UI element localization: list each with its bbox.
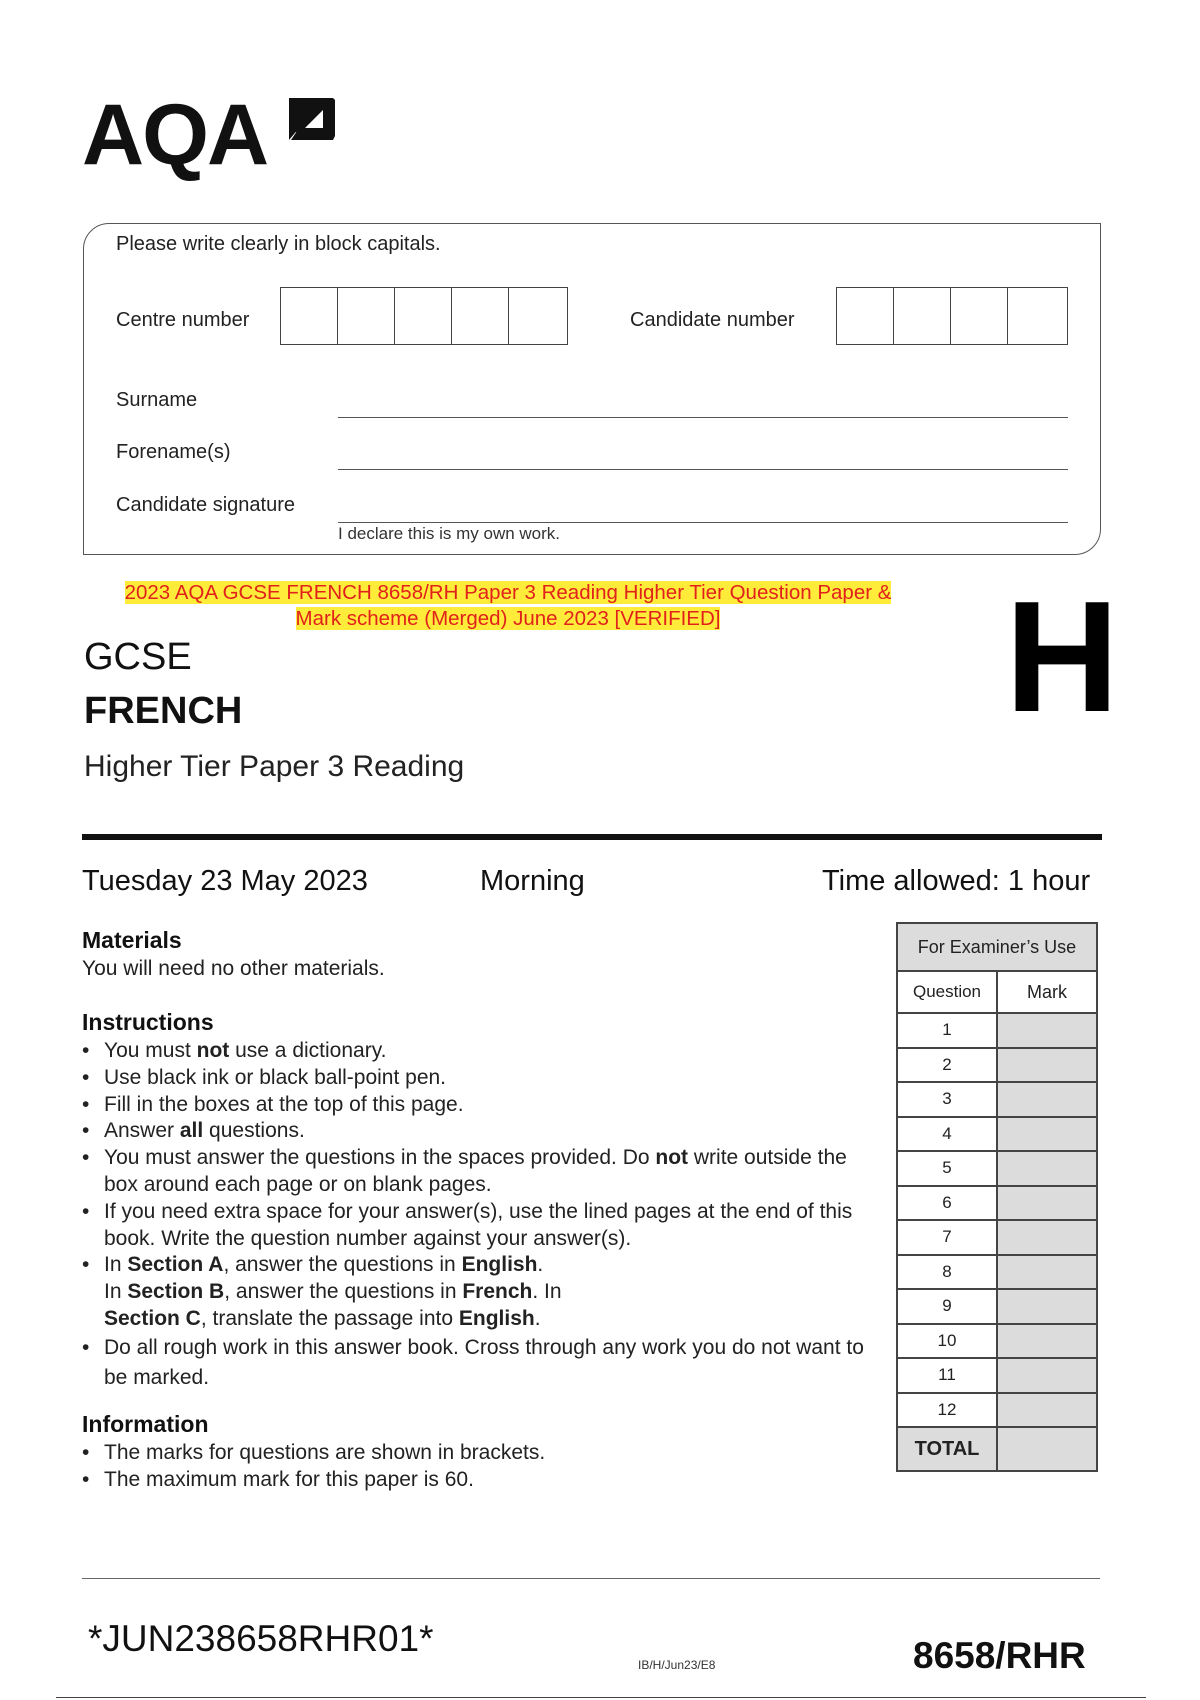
examiner-use-table [896,922,1098,1472]
digit-box[interactable] [894,288,951,344]
table-row [898,1152,1096,1187]
instruction-item: • If you need extra space for your answer(s), use the lined pages at the end of this book. Write the question number against your answer(s). [82,1199,872,1253]
document-reference: IB/H/Jun23/E8 [638,1658,716,1672]
mark-cell[interactable] [998,1152,1096,1185]
digit-box[interactable] [509,288,566,344]
mark-cell[interactable] [998,1325,1096,1358]
table-row [898,1221,1096,1256]
signature-label: Candidate signature [116,494,296,516]
table-row [898,1290,1096,1325]
mark-cell[interactable] [998,1290,1096,1323]
question-number: 12 [898,1394,998,1427]
information-heading: Information [82,1411,209,1437]
mark-cell[interactable] [998,1014,1096,1047]
question-number: 3 [898,1083,998,1116]
barcode-text: *JUN238658RHR01* [88,1618,434,1659]
information-item: • The maximum mark for this paper is 60. [82,1467,872,1494]
paper-title: Higher Tier Paper 3 Reading [84,750,465,783]
question-number: 1 [898,1014,998,1047]
aqa-tick-logo-icon [285,92,341,148]
paper-code: 8658/RHR [913,1635,1086,1676]
question-number: 10 [898,1325,998,1358]
mark-cell[interactable] [998,1394,1096,1427]
total-row [898,1428,1096,1470]
candidate-number-label: Candidate number [630,309,795,331]
total-mark-cell[interactable] [998,1428,1096,1470]
digit-box[interactable] [837,288,894,344]
exam-date: Tuesday 23 May 2023 [82,865,368,897]
question-number: 6 [898,1187,998,1220]
footer-divider [82,1578,1100,1579]
mark-column-header: Mark [998,972,1096,1012]
aqa-logo: AQA [82,87,268,183]
table-row [898,1014,1096,1049]
digit-box[interactable] [951,288,1008,344]
table-row [898,1325,1096,1360]
digit-box[interactable] [1008,288,1065,344]
question-number: 5 [898,1152,998,1185]
instruction-item: • You must answer the questions in the spaces provided. Do not write outside the box around each page or on blank pages. [82,1145,872,1199]
materials-heading: Materials [82,927,182,953]
header-divider [82,834,1102,840]
surname-field[interactable] [338,417,1068,418]
information-list [82,1440,872,1494]
mark-cell[interactable] [998,1187,1096,1220]
mark-cell[interactable] [998,1083,1096,1116]
signature-field[interactable] [338,522,1068,523]
exam-session: Morning [480,865,585,897]
banner-line-1: 2023 AQA GCSE FRENCH 8658/RH Paper 3 Reading Higher Tier Question Paper & [124,581,892,604]
table-row [898,1359,1096,1394]
forenames-field[interactable] [338,469,1068,470]
mark-cell[interactable] [998,1359,1096,1392]
centre-number-field[interactable] [280,287,568,345]
materials-text: You will need no other materials. [82,957,385,980]
question-number: 8 [898,1256,998,1289]
instruction-item: • Do all rough work in this answer book. Cross through any work you do not want to be marked. [82,1333,872,1393]
digit-box[interactable] [452,288,509,344]
digit-box[interactable] [338,288,395,344]
declaration-text: I declare this is my own work. [338,524,561,543]
candidate-number-field[interactable] [836,287,1068,345]
mark-cell[interactable] [998,1256,1096,1289]
table-row [898,1394,1096,1429]
question-number: 2 [898,1049,998,1082]
information-item: • The marks for questions are shown in brackets. [82,1440,872,1467]
table-row [898,1118,1096,1153]
centre-number-label: Centre number [116,309,250,331]
question-column-header: Question [898,972,998,1012]
question-number: 7 [898,1221,998,1254]
question-number: 11 [898,1359,998,1392]
table-row [898,1083,1096,1118]
question-number: 9 [898,1290,998,1323]
page-bottom-rule [56,1697,1146,1698]
examiner-table-heading: For Examiner’s Use [898,924,1096,972]
tier-letter: H [1005,569,1120,745]
banner-line-2: Mark scheme (Merged) June 2023 [VERIFIED] [295,607,721,630]
instruction-item: • In Section A, answer the questions in English. In Section B, answer the questions in French. In Section C, translate the passage into English. [82,1252,872,1332]
mark-cell[interactable] [998,1049,1096,1082]
digit-box[interactable] [281,288,338,344]
question-number: 4 [898,1118,998,1151]
surname-label: Surname [116,389,198,411]
instructions-heading: Instructions [82,1009,214,1035]
instruction-item: • Use black ink or black ball-point pen. [82,1065,872,1092]
document-banner [88,580,928,632]
mark-cell[interactable] [998,1221,1096,1254]
subject-title: FRENCH [84,690,243,732]
block-capitals-instruction: Please write clearly in block capitals. [116,233,441,255]
time-allowed: Time allowed: 1 hour [822,865,1091,897]
total-label: TOTAL [898,1428,998,1470]
instruction-item: • Fill in the boxes at the top of this page. [82,1092,872,1119]
instructions-list [82,1038,872,1393]
table-row [898,1049,1096,1084]
instruction-item: • You must not use a dictionary. [82,1038,872,1065]
examiner-table-column-headers [898,972,1096,1014]
mark-cell[interactable] [998,1118,1096,1151]
forenames-label: Forename(s) [116,441,231,463]
digit-box[interactable] [395,288,452,344]
table-row [898,1256,1096,1291]
table-row [898,1187,1096,1222]
instruction-item: • Answer all questions. [82,1118,872,1145]
qualification-title: GCSE [84,636,192,678]
